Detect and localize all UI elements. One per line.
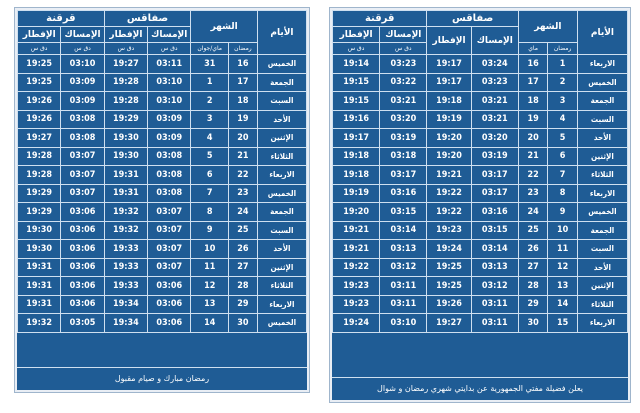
qarqana-imsak-cell: 03:21 <box>380 92 427 111</box>
table-row <box>333 129 628 148</box>
sfax-imsak-cell: 03:23 <box>471 73 518 92</box>
gregorian-day-cell: 24 <box>518 203 548 222</box>
sfax-iftar-cell: 19:20 <box>427 147 471 166</box>
qarqana-imsak-cell: 03:16 <box>380 184 427 203</box>
gregorian-day-cell: 11 <box>191 258 229 277</box>
sfax-iftar-cell: 19:17 <box>427 55 471 74</box>
ramadan-day-cell: 30 <box>228 314 257 333</box>
qarqana-iftar-header: الإفطار <box>18 27 61 43</box>
day-cell: الثلاثاء <box>577 295 627 314</box>
sfax-iftar-cell: 19:24 <box>427 240 471 259</box>
table-row <box>18 277 307 296</box>
table-row <box>333 221 628 240</box>
ramadan-day-cell: 6 <box>548 147 578 166</box>
day-cell: الإثنين <box>577 147 627 166</box>
sfax-imsak-cell: 03:11 <box>471 295 518 314</box>
sfax-imsak-cell: 03:11 <box>471 314 518 333</box>
qarqana-imsak-cell: 03:23 <box>380 55 427 74</box>
sfax-iftar-cell: 19:34 <box>104 295 147 314</box>
ramadan-day-cell: 7 <box>548 166 578 185</box>
day-cell: الاربعاء <box>257 166 306 185</box>
sfax-iftar-cell: 19:23 <box>427 221 471 240</box>
time-unit-label: دق س <box>61 43 104 55</box>
sfax-imsak-cell: 03:21 <box>471 92 518 111</box>
qarqana-imsak-cell: 03:06 <box>61 203 104 222</box>
ramadan-day-cell: 19 <box>228 110 257 129</box>
ramadan-day-cell: 15 <box>548 314 578 333</box>
table-row <box>333 295 628 314</box>
sfax-iftar-cell: 19:31 <box>104 166 147 185</box>
day-cell: الاربعاء <box>577 184 627 203</box>
time-unit-label: دق س <box>148 43 191 55</box>
qarqana-iftar-cell: 19:21 <box>333 221 380 240</box>
day-cell: الإثنين <box>257 129 306 148</box>
gregorian-day-cell: 31 <box>191 55 229 74</box>
gregorian-day-cell: 25 <box>518 221 548 240</box>
ramadan-table-left <box>17 10 307 333</box>
gregorian-day-cell: 6 <box>191 166 229 185</box>
sfax-iftar-cell: 19:33 <box>104 277 147 296</box>
month-header: الشهر <box>518 11 577 43</box>
sfax-imsak-cell: 03:12 <box>471 277 518 296</box>
qarqana-imsak-cell: 03:07 <box>61 147 104 166</box>
qarqana-imsak-cell: 03:20 <box>380 110 427 129</box>
qarqana-iftar-header: الإفطار <box>333 27 380 43</box>
day-cell: الأحد <box>257 110 306 129</box>
sfax-imsak-cell: 03:07 <box>148 203 191 222</box>
qarqana-imsak-cell: 03:17 <box>380 166 427 185</box>
day-cell: السبت <box>577 110 627 129</box>
gregorian-day-cell: 16 <box>518 55 548 74</box>
qarqana-iftar-cell: 19:31 <box>18 277 61 296</box>
gregorian-day-cell: 12 <box>191 277 229 296</box>
table-row <box>333 166 628 185</box>
sfax-iftar-cell: 19:25 <box>427 277 471 296</box>
sfax-iftar-cell: 19:32 <box>104 221 147 240</box>
gregorian-day-cell: 8 <box>191 203 229 222</box>
gregorian-day-cell: 29 <box>518 295 548 314</box>
qarqana-iftar-cell: 19:28 <box>18 147 61 166</box>
ramadan-day-cell: 11 <box>548 240 578 259</box>
ramadan-day-cell: 25 <box>228 221 257 240</box>
qarqana-iftar-cell: 19:30 <box>18 240 61 259</box>
sfax-iftar-cell: 19:22 <box>427 203 471 222</box>
days-header: الأيام <box>257 11 306 55</box>
footer-note-right: يعلن فضيلة مفتي الجمهورية عن بدايتي شهري رمضان و شوال <box>332 377 628 400</box>
table-row <box>18 92 307 111</box>
day-cell: الأحد <box>577 258 627 277</box>
sfax-iftar-cell: 19:20 <box>427 129 471 148</box>
qarqana-imsak-cell: 03:06 <box>61 221 104 240</box>
table-body-left <box>18 55 307 333</box>
day-cell: الجمعة <box>257 73 306 92</box>
ramadan-day-cell: 14 <box>548 295 578 314</box>
qarqana-imsak-cell: 03:15 <box>380 203 427 222</box>
qarqana-imsak-cell: 03:08 <box>61 110 104 129</box>
sfax-iftar-header: الإفطار <box>104 27 147 43</box>
gregorian-day-cell: 3 <box>191 110 229 129</box>
day-cell: السبت <box>577 240 627 259</box>
sfax-iftar-cell: 19:26 <box>427 295 471 314</box>
qarqana-iftar-cell: 19:26 <box>18 110 61 129</box>
sfax-header: صفاقس <box>104 11 191 27</box>
day-cell: السبت <box>257 92 306 111</box>
ramadan-day-cell: 10 <box>548 221 578 240</box>
table-row <box>18 314 307 333</box>
qarqana-iftar-cell: 19:26 <box>18 92 61 111</box>
sfax-iftar-cell: 19:17 <box>427 73 471 92</box>
ramadan-day-cell: 13 <box>548 277 578 296</box>
ramadan-day-cell: 21 <box>228 147 257 166</box>
sfax-iftar-cell: 19:19 <box>427 110 471 129</box>
table-row <box>18 147 307 166</box>
gregorian-day-cell: 27 <box>518 258 548 277</box>
ramadan-table-right <box>332 10 628 333</box>
qarqana-imsak-cell: 03:11 <box>380 295 427 314</box>
sfax-iftar-cell: 19:28 <box>104 73 147 92</box>
ramadan-day-cell: 3 <box>548 92 578 111</box>
qarqana-imsak-cell: 03:07 <box>61 184 104 203</box>
table-row <box>333 147 628 166</box>
gregorian-day-cell: 1 <box>191 73 229 92</box>
day-cell: الجمعة <box>577 221 627 240</box>
sfax-imsak-cell: 03:08 <box>148 184 191 203</box>
qarqana-iftar-cell: 19:16 <box>333 110 380 129</box>
day-cell: الجمعة <box>257 203 306 222</box>
sfax-imsak-cell: 03:20 <box>471 129 518 148</box>
qarqana-iftar-cell: 19:14 <box>333 55 380 74</box>
qarqana-imsak-cell: 03:08 <box>61 129 104 148</box>
table-body-right <box>333 55 628 333</box>
day-cell: الخميس <box>257 184 306 203</box>
table-row <box>333 92 628 111</box>
qarqana-iftar-cell: 19:31 <box>18 258 61 277</box>
ramadan-day-cell: 26 <box>228 240 257 259</box>
gregorian-day-cell: 18 <box>518 92 548 111</box>
sfax-imsak-cell: 03:10 <box>148 73 191 92</box>
table-row <box>333 314 628 333</box>
table-row <box>18 258 307 277</box>
day-cell: الإثنين <box>257 258 306 277</box>
sfax-iftar-cell: 19:32 <box>104 203 147 222</box>
table-row <box>18 221 307 240</box>
qarqana-iftar-cell: 19:15 <box>333 73 380 92</box>
sfax-header: صفاقس <box>427 11 518 27</box>
qarqana-imsak-cell: 03:05 <box>61 314 104 333</box>
month-header: الشهر <box>191 11 257 43</box>
sfax-imsak-cell: 03:13 <box>471 258 518 277</box>
qarqana-iftar-cell: 19:22 <box>333 258 380 277</box>
day-cell: الثلاثاء <box>257 277 306 296</box>
sfax-iftar-cell: 19:27 <box>427 314 471 333</box>
day-cell: الاربعاء <box>257 295 306 314</box>
qarqana-imsak-cell: 03:10 <box>61 55 104 74</box>
ramadan-day-cell: 5 <box>548 129 578 148</box>
day-cell: الخميس <box>577 73 627 92</box>
qarqana-iftar-cell: 19:25 <box>18 55 61 74</box>
gregorian-day-cell: 21 <box>518 147 548 166</box>
qarqana-imsak-cell: 03:11 <box>380 277 427 296</box>
gregorian-day-cell: 23 <box>518 184 548 203</box>
day-cell: السبت <box>257 221 306 240</box>
sfax-imsak-cell: 03:09 <box>148 110 191 129</box>
ramadan-day-cell: 18 <box>228 92 257 111</box>
sfax-imsak-cell: 03:06 <box>148 295 191 314</box>
qarqana-iftar-cell: 19:18 <box>333 147 380 166</box>
sfax-iftar-cell: 19:27 <box>104 55 147 74</box>
ramadan-day-cell: 4 <box>548 110 578 129</box>
footer-note-left: رمضان مبارك و صيام مقبول <box>17 367 307 390</box>
table-row <box>333 240 628 259</box>
table-row <box>18 73 307 92</box>
day-cell: الجمعة <box>577 92 627 111</box>
sfax-iftar-cell: 19:33 <box>104 240 147 259</box>
ramadan-day-cell: 23 <box>228 184 257 203</box>
sfax-imsak-cell: 03:17 <box>471 166 518 185</box>
ramadan-day-cell: 1 <box>548 55 578 74</box>
ramadan-day-cell: 24 <box>228 203 257 222</box>
qarqana-imsak-cell: 03:06 <box>61 277 104 296</box>
qarqana-iftar-cell: 19:18 <box>333 166 380 185</box>
table-row <box>333 73 628 92</box>
ramadan-day-cell: 8 <box>548 184 578 203</box>
qarqana-imsak-cell: 03:09 <box>61 92 104 111</box>
table-row <box>18 129 307 148</box>
table-row <box>18 55 307 74</box>
ramadan-day-cell: 2 <box>548 73 578 92</box>
sfax-iftar-cell: 19:21 <box>427 166 471 185</box>
sfax-iftar-cell: 19:18 <box>427 92 471 111</box>
qarqana-iftar-cell: 19:25 <box>18 73 61 92</box>
qarqana-iftar-cell: 19:20 <box>333 203 380 222</box>
gregorian-day-cell: 20 <box>518 129 548 148</box>
sfax-iftar-cell: 19:25 <box>427 258 471 277</box>
gregorian-day-cell: 26 <box>518 240 548 259</box>
qarqana-iftar-cell: 19:15 <box>333 92 380 111</box>
qarqana-iftar-cell: 19:29 <box>18 184 61 203</box>
sfax-imsak-cell: 03:08 <box>148 147 191 166</box>
sfax-imsak-header: الإمساك <box>471 27 518 55</box>
schedule-panel-left <box>15 8 309 392</box>
ramadan-day-cell: 16 <box>228 55 257 74</box>
sfax-iftar-cell: 19:28 <box>104 92 147 111</box>
qarqana-imsak-cell: 03:06 <box>61 295 104 314</box>
qarqana-imsak-header: الإمساك <box>61 27 104 43</box>
table-row <box>18 295 307 314</box>
qarqana-iftar-cell: 19:23 <box>333 277 380 296</box>
gregorian-day-cell: 10 <box>191 240 229 259</box>
qarqana-imsak-cell: 03:22 <box>380 73 427 92</box>
gregorian-day-cell: 28 <box>518 277 548 296</box>
sfax-imsak-cell: 03:19 <box>471 147 518 166</box>
gregorian-day-cell: 14 <box>191 314 229 333</box>
sfax-imsak-cell: 03:11 <box>148 55 191 74</box>
qarqana-iftar-cell: 19:31 <box>18 295 61 314</box>
sfax-imsak-cell: 03:07 <box>148 258 191 277</box>
sfax-iftar-cell: 19:29 <box>104 110 147 129</box>
table-row <box>18 110 307 129</box>
qarqana-imsak-cell: 03:06 <box>61 258 104 277</box>
ramadan-day-cell: 20 <box>228 129 257 148</box>
qarqana-iftar-cell: 19:32 <box>18 314 61 333</box>
gregorian-day-cell: 13 <box>191 295 229 314</box>
qarqana-iftar-cell: 19:30 <box>18 221 61 240</box>
gregorian-day-cell: 30 <box>518 314 548 333</box>
sfax-imsak-cell: 03:24 <box>471 55 518 74</box>
days-header: الأيام <box>577 11 627 55</box>
sfax-iftar-header: الإفطار <box>427 27 471 55</box>
sfax-imsak-cell: 03:06 <box>148 277 191 296</box>
qarqana-imsak-cell: 03:18 <box>380 147 427 166</box>
sfax-iftar-cell: 19:30 <box>104 147 147 166</box>
time-unit-label: دق س <box>333 43 380 55</box>
qarqana-imsak-cell: 03:12 <box>380 258 427 277</box>
day-cell: الثلاثاء <box>577 166 627 185</box>
sfax-iftar-cell: 19:22 <box>427 184 471 203</box>
ramadan-day-cell: 29 <box>228 295 257 314</box>
qarqana-header: قرقنة <box>333 11 427 27</box>
qarqana-iftar-cell: 19:28 <box>18 166 61 185</box>
table-row <box>333 55 628 74</box>
time-unit-label: دق س <box>18 43 61 55</box>
time-unit-label: دق س <box>104 43 147 55</box>
qarqana-imsak-cell: 03:07 <box>61 166 104 185</box>
sfax-imsak-cell: 03:07 <box>148 240 191 259</box>
sfax-iftar-cell: 19:33 <box>104 258 147 277</box>
qarqana-iftar-cell: 19:17 <box>333 129 380 148</box>
may-col-header: ماي <box>518 43 548 55</box>
day-cell: الخميس <box>257 314 306 333</box>
qarqana-iftar-cell: 19:27 <box>18 129 61 148</box>
ramadan-day-cell: 28 <box>228 277 257 296</box>
day-cell: الإثنين <box>577 277 627 296</box>
day-cell: الاربعاء <box>577 314 627 333</box>
qarqana-iftar-cell: 19:19 <box>333 184 380 203</box>
qarqana-iftar-cell: 19:21 <box>333 240 380 259</box>
sfax-imsak-cell: 03:10 <box>148 92 191 111</box>
sfax-imsak-cell: 03:06 <box>148 314 191 333</box>
gregorian-day-cell: 17 <box>518 73 548 92</box>
day-cell: الخميس <box>577 203 627 222</box>
time-unit-label: دق س <box>380 43 427 55</box>
table-row <box>18 203 307 222</box>
table-row <box>18 166 307 185</box>
sfax-iftar-cell: 19:31 <box>104 184 147 203</box>
day-cell: الخميس <box>257 55 306 74</box>
gregorian-day-cell: 19 <box>518 110 548 129</box>
table-row <box>18 184 307 203</box>
table-row <box>333 184 628 203</box>
qarqana-imsak-cell: 03:06 <box>61 240 104 259</box>
day-cell: الأحد <box>257 240 306 259</box>
day-cell: الاربعاء <box>577 55 627 74</box>
sfax-imsak-cell: 03:14 <box>471 240 518 259</box>
qarqana-iftar-cell: 19:29 <box>18 203 61 222</box>
qarqana-iftar-cell: 19:24 <box>333 314 380 333</box>
ramadan-day-cell: 22 <box>228 166 257 185</box>
gregorian-day-cell: 7 <box>191 184 229 203</box>
sfax-imsak-cell: 03:08 <box>148 166 191 185</box>
sfax-imsak-cell: 03:21 <box>471 110 518 129</box>
qarqana-header: قرقنة <box>18 11 105 27</box>
qarqana-iftar-cell: 19:23 <box>333 295 380 314</box>
ramadan-day-cell: 17 <box>228 73 257 92</box>
sfax-imsak-header: الإمساك <box>148 27 191 43</box>
table-row <box>333 203 628 222</box>
table-row <box>18 240 307 259</box>
qarqana-imsak-cell: 03:13 <box>380 240 427 259</box>
ramadan-day-cell: 27 <box>228 258 257 277</box>
qarqana-imsak-cell: 03:10 <box>380 314 427 333</box>
gregorian-day-cell: 5 <box>191 147 229 166</box>
ramadan-col-header: رمضان <box>548 43 578 55</box>
table-row <box>333 258 628 277</box>
qarqana-imsak-cell: 03:09 <box>61 73 104 92</box>
qarqana-imsak-cell: 03:14 <box>380 221 427 240</box>
sfax-imsak-cell: 03:15 <box>471 221 518 240</box>
table-row <box>333 110 628 129</box>
gregorian-day-cell: 2 <box>191 92 229 111</box>
ramadan-day-cell: 9 <box>548 203 578 222</box>
sfax-imsak-cell: 03:07 <box>148 221 191 240</box>
table-row <box>333 277 628 296</box>
gregorian-day-cell: 9 <box>191 221 229 240</box>
gregorian-day-cell: 4 <box>191 129 229 148</box>
ramadan-day-cell: 12 <box>548 258 578 277</box>
may-june-col-header: ماي/جوان <box>191 43 229 55</box>
sfax-iftar-cell: 19:30 <box>104 129 147 148</box>
sfax-imsak-cell: 03:17 <box>471 184 518 203</box>
gregorian-day-cell: 22 <box>518 166 548 185</box>
sfax-iftar-cell: 19:34 <box>104 314 147 333</box>
ramadan-col-header: رمضان <box>228 43 257 55</box>
schedule-panel-right <box>330 8 630 402</box>
day-cell: الأحد <box>577 129 627 148</box>
qarqana-imsak-header: الإمساك <box>380 27 427 43</box>
sfax-imsak-cell: 03:16 <box>471 203 518 222</box>
day-cell: الثلاثاء <box>257 147 306 166</box>
sfax-imsak-cell: 03:09 <box>148 129 191 148</box>
qarqana-imsak-cell: 03:19 <box>380 129 427 148</box>
